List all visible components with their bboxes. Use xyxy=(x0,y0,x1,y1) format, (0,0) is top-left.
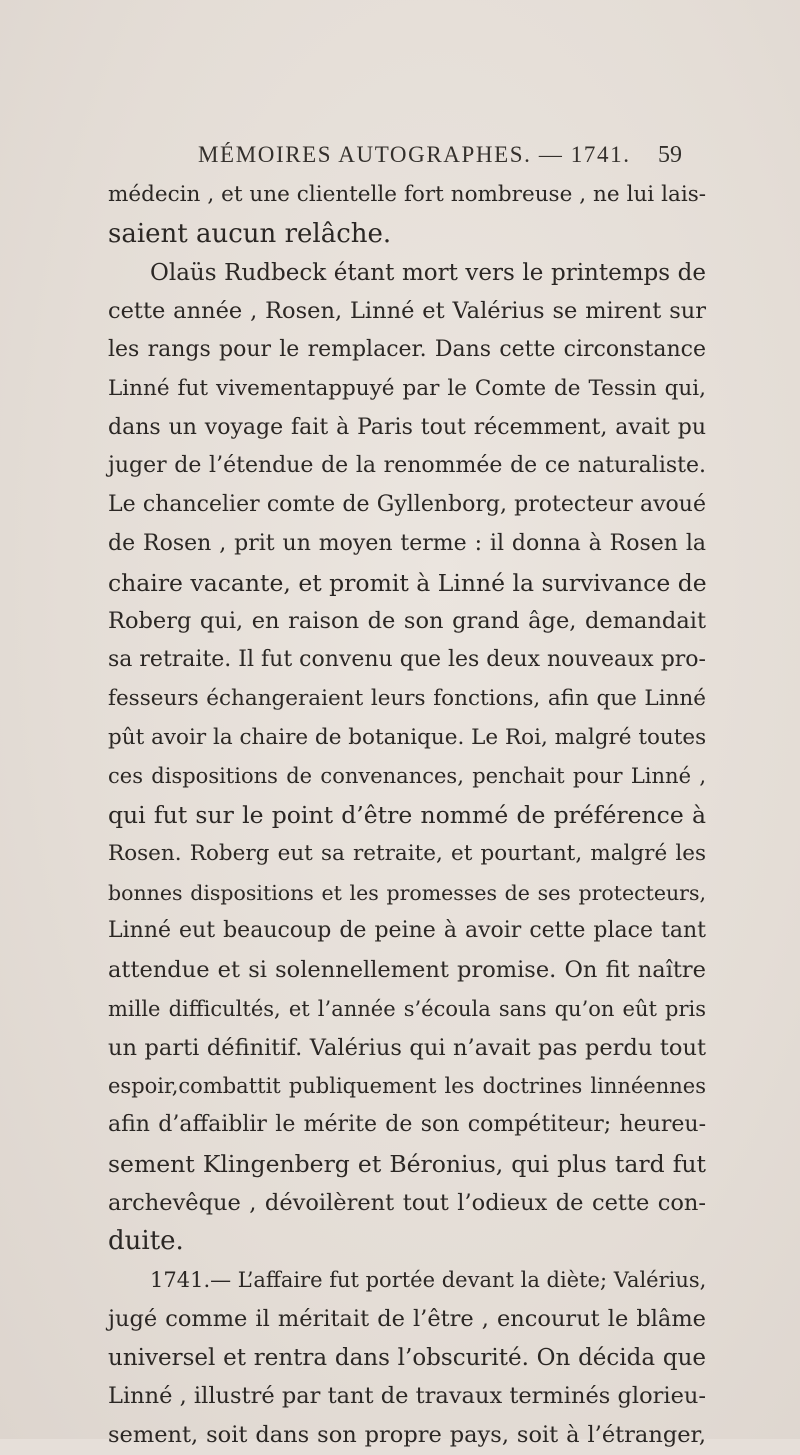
text-line: juger de l’étendue de la renommée de ce naturaliste. xyxy=(108,453,706,479)
text-line: Le chancelier comte de Gyllenborg, protecteur avoué xyxy=(108,492,706,517)
text-line: cette année , Rosen, Linné et Valérius se mirent sur xyxy=(108,298,706,325)
text-line: espoir,combattit publiquement les doctrines linnéennes xyxy=(108,1074,706,1099)
text-line: mille difficultés, et l’année s’écoula sans qu’on eût pris xyxy=(108,996,706,1021)
text-line: Linné , illustré par tant de travaux terminés glorieu- xyxy=(108,1383,706,1410)
text-line: Linné eut beaucoup de peine à avoir cette place tant xyxy=(108,918,706,944)
text-line: chaire vacante, et promit à Linné la survivance de xyxy=(108,568,707,597)
running-head-title: MÉMOIRES AUTOGRAPHES. — 1741. xyxy=(198,142,631,167)
text-line: Roberg qui, en raison de son grand âge, demandait xyxy=(108,608,706,635)
text-line: sement Klingenberg et Béronius, qui plus tard fut xyxy=(108,1149,706,1178)
text-line: duite. xyxy=(108,1226,184,1257)
running-head xyxy=(112,142,682,172)
text-line: Rosen. Roberg eut sa retraite, et pourtant, malgré les xyxy=(108,840,706,866)
text-line: sement, soit dans son propre pays, soit à l’étranger, xyxy=(108,1422,706,1448)
text-line: bonnes dispositions et les promesses de ses protecteurs, xyxy=(108,880,706,905)
text-line: les rangs pour le remplacer. Dans cette circonstance xyxy=(108,337,706,362)
text-line: Linné fut vivementappuyé par le Comte de Tessin qui, xyxy=(108,375,706,401)
page-number: 59 xyxy=(658,142,682,168)
text-line: médecin , et une clientelle fort nombreuse , ne lui lais- xyxy=(108,182,706,207)
text-line: saient aucun relâche. xyxy=(108,218,392,249)
text-line: Olaüs Rudbeck étant mort vers le printemps de xyxy=(150,259,706,286)
text-line: de Rosen , prit un moyen terme : il donna à Rosen la xyxy=(108,530,706,556)
text-line: universel et rentra dans l’obscurité. On décida que xyxy=(108,1344,706,1371)
body-text xyxy=(108,176,706,1455)
text-line: archevêque , dévoilèrent tout l’odieux de cette con- xyxy=(108,1189,706,1216)
text-line: sa retraite. Il fut convenu que les deux nouveaux pro- xyxy=(108,647,706,672)
text-line: afin d’affaiblir le mérite de son compétiteur; heureu- xyxy=(108,1112,706,1137)
text-line: 1741.— L’affaire fut portée devant la diète; Valérius, xyxy=(150,1268,707,1292)
text-line: ces dispositions de convenances, penchait pour Linné , xyxy=(108,764,706,789)
text-line: attendue et si solennellement promise. On fit naître xyxy=(108,957,706,983)
text-line: dans un voyage fait à Paris tout récemment, avait pu xyxy=(108,414,706,440)
text-line: un parti définitif. Valérius qui n’avait pas perdu tout xyxy=(108,1034,706,1061)
text-line: pût avoir la chaire de botanique. Le Roi, malgré toutes xyxy=(108,724,707,750)
text-line: fesseurs échangeraient leurs fonctions, afin que Linné xyxy=(108,685,706,711)
text-line: jugé comme il méritait de l’être , encourut le blâme xyxy=(108,1305,706,1332)
text-line: qui fut sur le point d’être nommé de préférence à xyxy=(108,801,706,829)
